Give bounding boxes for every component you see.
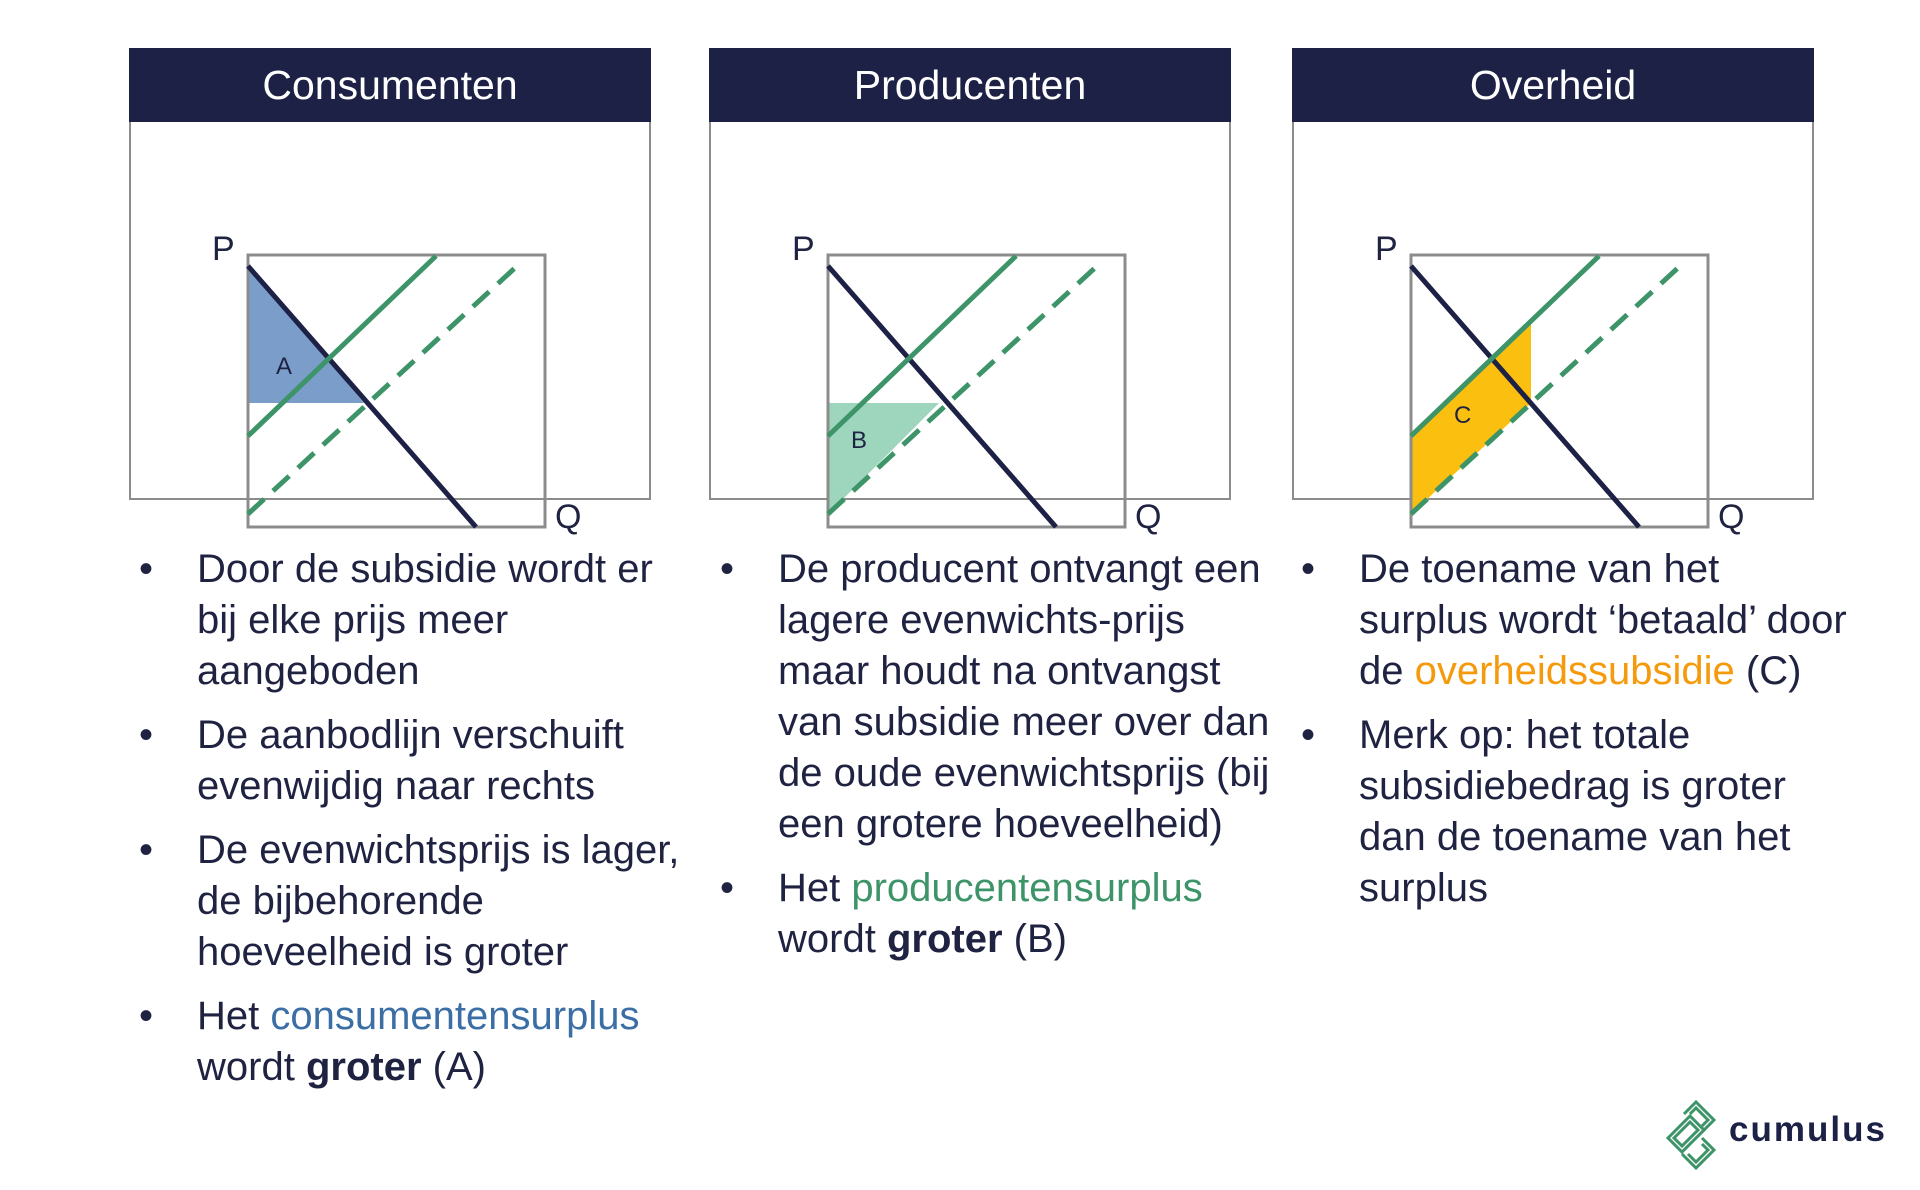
- panel-title: Overheid: [1292, 48, 1814, 122]
- axis-label-p: P: [792, 230, 815, 268]
- panel-overheid: [1292, 48, 1814, 536]
- panel-producenten: [709, 48, 1231, 536]
- bullet-bold: groter: [886, 917, 1003, 961]
- axis-label-q: Q: [1135, 498, 1162, 536]
- graph-overheid: [1292, 122, 1814, 536]
- graph-consumenten: [129, 122, 651, 536]
- bullet-text: wordt: [197, 1045, 306, 1089]
- bullets-consumenten: [129, 544, 689, 1106]
- graph-producenten: [709, 122, 1231, 536]
- bullet-text: Het: [778, 866, 852, 910]
- logo-text: cumulus: [1729, 1110, 1887, 1149]
- bullet-item: • Door de subsidie wordt er bij elke prijs meer aangeboden: [129, 544, 689, 697]
- area-label: C: [1454, 402, 1472, 429]
- area-label: B: [851, 427, 868, 454]
- bullet-item: • Merk op: het totale subsidiebedrag is groter dan de toename van het surplus: [1291, 710, 1851, 914]
- bullet-text: (A): [421, 1045, 486, 1089]
- panel-title: Consumenten: [129, 48, 651, 122]
- bullets-producenten: [710, 544, 1270, 978]
- producer-surplus-highlight: producentensurplus: [851, 866, 1203, 910]
- area-label: A: [276, 353, 293, 380]
- bullet-text: (C): [1734, 649, 1802, 693]
- bullet-item: [1291, 544, 1851, 697]
- cumulus-logo: [1660, 1096, 1887, 1176]
- bullet-text: wordt: [778, 917, 887, 961]
- consumer-surplus-highlight: consumentensurplus: [270, 994, 640, 1038]
- demand-line: [1411, 266, 1639, 527]
- axis-label-p: P: [212, 230, 235, 268]
- supply-line-old: [1411, 266, 1680, 514]
- demand-line: [828, 266, 1056, 527]
- bullet-bold: groter: [305, 1045, 422, 1089]
- bullet-item: [129, 991, 689, 1093]
- axis-label-q: Q: [555, 498, 582, 536]
- bullets-overheid: [1291, 544, 1851, 927]
- axis-label-q: Q: [1718, 498, 1745, 536]
- panel-title: Producenten: [709, 48, 1231, 122]
- cumulus-logo-icon: [1660, 1096, 1726, 1176]
- bullet-item: • De aanbodlijn verschuift evenwijdig naar rechts: [129, 710, 689, 812]
- panel-consumenten: [129, 48, 651, 536]
- bullet-text: Het: [197, 994, 271, 1038]
- government-subsidy-highlight: overheidssubsidie: [1414, 649, 1735, 693]
- axis-label-p: P: [1375, 230, 1398, 268]
- supply-line-old: [828, 266, 1097, 514]
- bullet-item: [710, 863, 1270, 965]
- bullet-text: De toename van het surplus wordt ‘betaald’ door de: [1359, 547, 1847, 693]
- bullet-text: (B): [1002, 917, 1067, 961]
- bullet-item: • De evenwichtsprijs is lager, de bijbehorende hoeveelheid is groter: [129, 825, 689, 978]
- bullet-item: • De producent ontvangt een lagere evenwichts-prijs maar houdt na ontvangst van subsidie meer over dan de oude evenwichtsprijs (bij een grotere hoeveelheid): [710, 544, 1270, 850]
